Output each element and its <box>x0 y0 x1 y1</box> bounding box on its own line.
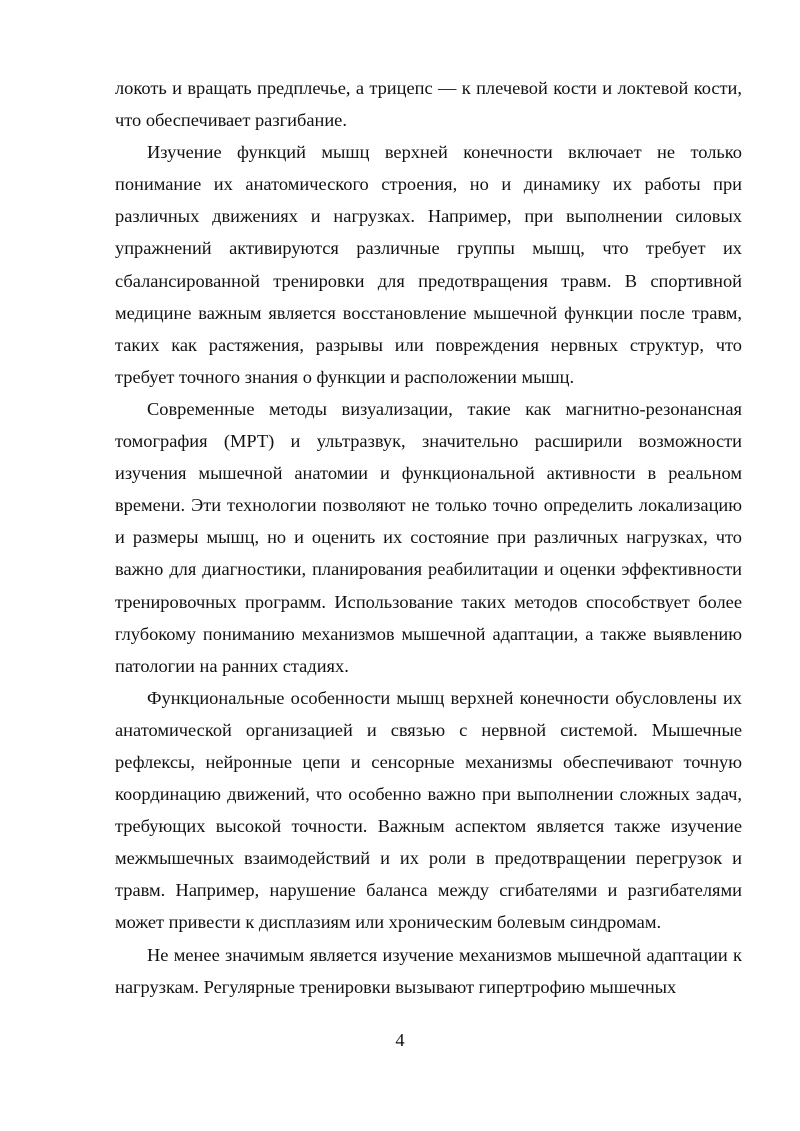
paragraph-functional-features: Функциональные особенности мышц верхней конечности обусловлены их анатомической организацией и связью с нервной системой. Мышечные рефлексы, нейронные цепи и сенсорные механизмы обеспечивают точную координацию движений, что особенно важно при выполнении сложных задач, требующих высокой точности. Важным аспектом является также изучение межмышечных взаимодействий и их роли в предотвращении перегрузок и травм. Например, нарушение баланса между сгибателями и разгибателями может привести к дисплазиям или хроническим болевым синдромам. <box>115 687 742 933</box>
paragraph-continuation: локоть и вращать предплечье, а трицепс — к плечевой кости и локтевой кости, что обеспечивает разгибание. <box>115 78 742 131</box>
paragraph-visualization-methods: Современные методы визуализации, такие как магнитно-резонансная томография (МРТ) и ультразвук, значительно расширили возможности изучения мышечной анатомии и функциональной активности в реальном времени. Эти технологии позволяют не только точно определить локализацию и размеры мышц, но и оценить их состояние при различных нагрузках, что важно для диагностики, планирования реабилитации и оценки эффективности тренировочных программ. Использование таких методов способствует более глубокому пониманию механизмов мышечной адаптации, а также выявлению патологии на ранних стадиях. <box>115 398 742 676</box>
paragraph-muscle-function-study: Изучение функций мышц верхней конечности включает не только понимание их анатомического строения, но и динамику их работы при различных движениях и нагрузках. Например, при выполнении силовых упражнений активируются различные группы мышц, что требует их сбалансированной тренировки для предотвращения травм. В спортивной медицине важным является восстановление мышечной функции после травм, таких как растяжения, разрывы или повреждения нервных структур, что требует точного знания о функции и расположении мышц. <box>115 142 742 387</box>
page-number: 4 <box>395 1030 405 1050</box>
paragraph-muscle-adaptation: Не менее значимым является изучение механизмов мышечной адаптации к нагрузкам. Регулярные тренировки вызывают гипертрофию мышечных <box>115 944 742 997</box>
document-body <box>115 72 742 1003</box>
